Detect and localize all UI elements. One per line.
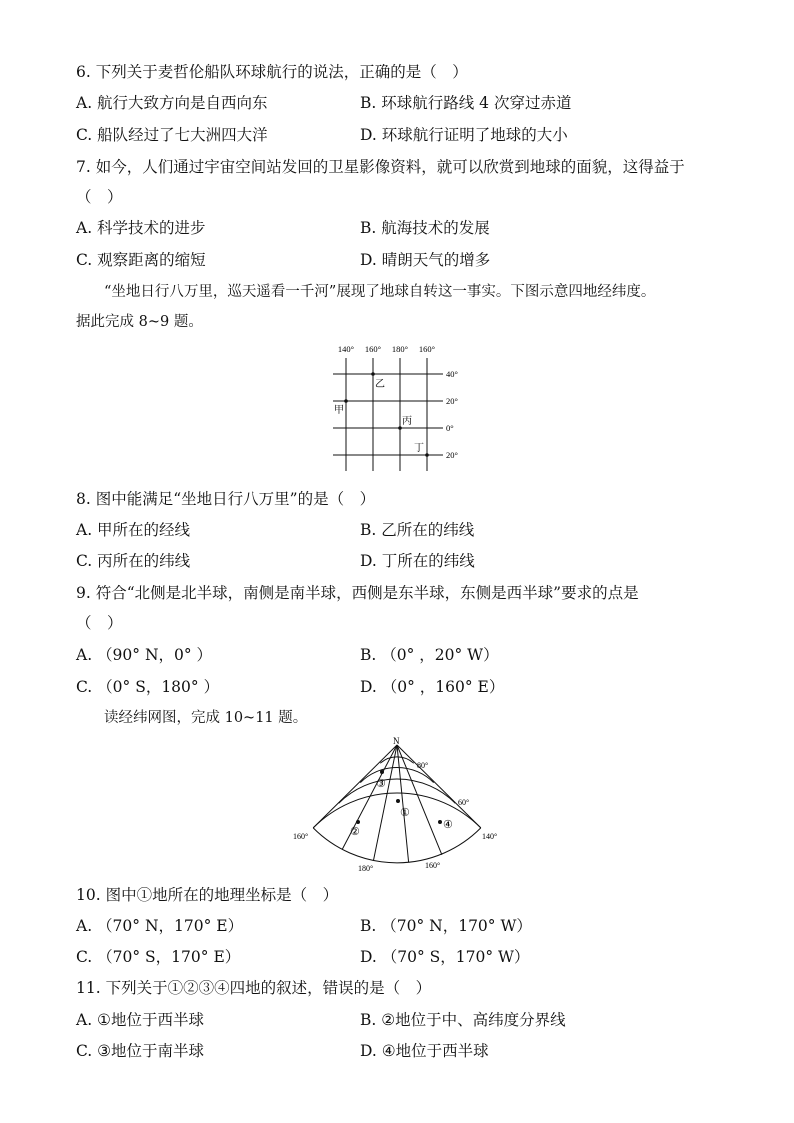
polar-lat-60-label: 60° (458, 798, 470, 807)
grid-point-ding-label: 丁 (414, 443, 424, 454)
polar-point-3-label: ③ (376, 778, 386, 790)
intro-10-11: 读经纬网图，完成 10~11 题。 (104, 710, 308, 726)
q9-option-b[interactable]: B. （0° ，20° W） (360, 646, 499, 664)
q8-option-b[interactable]: B. 乙所在的纬线 (360, 521, 475, 539)
grid-top-label-3: 180° (391, 344, 409, 354)
polar-lon-160-left-label: 160° (293, 832, 309, 841)
q6-stem: 6. 下列关于麦哲伦船队环球航行的说法，正确的是（ ） (76, 63, 468, 81)
grid-top-label-1: 140° (337, 344, 355, 354)
q9-option-d[interactable]: D. （0° ，160° E） (360, 678, 505, 696)
q7-option-b[interactable]: B. 航海技术的发展 (360, 219, 490, 237)
q11-stem: 11. 下列关于①②③④四地的叙述，错误的是（ ） (76, 979, 432, 997)
q9-stem-cont: （ ） (76, 614, 123, 632)
grid-point-yi (371, 372, 375, 376)
polar-lon-160-right-label: 160° (425, 861, 441, 870)
intro-8-9-line2: 据此完成 8~9 题。 (76, 314, 203, 330)
q8-stem: 8. 图中能满足“坐地日行八万里”的是（ ） (76, 490, 376, 508)
grid-right-label-3: 0° (446, 423, 454, 433)
q11-option-a[interactable]: A. ①地位于西半球 (76, 1011, 204, 1029)
grid-right-label-1: 40° (446, 369, 458, 379)
q10-option-c[interactable]: C. （70° S，170° E） (76, 948, 241, 966)
q10-option-a[interactable]: A. （70° N，170° E） (76, 917, 244, 935)
polar-pole-label: N (393, 736, 400, 746)
q10-stem: 10. 图中①地所在的地理坐标是（ ） (76, 886, 339, 904)
intro-8-9-line1: “坐地日行八万里，巡天遥看一千河”展现了地球自转这一事实。下图示意四地经纬度。 (104, 284, 656, 300)
polar-point-1-label: ① (400, 807, 410, 819)
grid-point-jia-label: 甲 (334, 405, 344, 416)
q7-option-d[interactable]: D. 晴朗天气的增多 (360, 251, 491, 269)
polar-lon-180-label: 180° (358, 864, 374, 873)
polar-point-1 (396, 799, 400, 803)
grid-top-label-2: 160° (364, 344, 382, 354)
polar-point-4 (438, 820, 442, 824)
grid-point-yi-label: 乙 (375, 379, 385, 390)
q8-option-d[interactable]: D. 丁所在的纬线 (360, 552, 475, 570)
polar-point-4-label: ④ (443, 819, 453, 831)
q7-stem: 7. 如今，人们通过宇宙空间站发回的卫星影像资料，就可以欣赏到地球的面貌，这得益于 (76, 158, 685, 176)
q8-option-c[interactable]: C. 丙所在的纬线 (76, 552, 191, 570)
q9-option-a[interactable]: A. （90° N，0° ） (76, 646, 213, 664)
polar-point-2-label: ② (350, 826, 360, 838)
q6-option-b[interactable]: B. 环球航行路线 4 次穿过赤道 (360, 94, 572, 112)
q10-option-b[interactable]: B. （70° N，170° W） (360, 917, 532, 935)
grid-right-label-2: 20° (446, 396, 458, 406)
q7-option-a[interactable]: A. 科学技术的进步 (76, 219, 206, 237)
lat-lon-grid-figure (325, 340, 475, 475)
q8-option-a[interactable]: A. 甲所在的经线 (76, 521, 191, 539)
q6-option-c[interactable]: C. 船队经过了七大洲四大洋 (76, 126, 268, 144)
grid-point-bing-label: 丙 (402, 416, 412, 427)
polar-grid-figure (290, 735, 505, 875)
q11-option-b[interactable]: B. ②地位于中、高纬度分界线 (360, 1011, 566, 1029)
polar-point-3 (380, 770, 384, 774)
q7-stem-cont: （ ） (76, 188, 123, 206)
grid-point-jia (344, 399, 348, 403)
polar-lon-140-label: 140° (482, 832, 498, 841)
polar-point-2 (356, 820, 360, 824)
grid-point-ding (425, 453, 429, 457)
q6-option-a[interactable]: A. 航行大致方向是自西向东 (76, 94, 268, 112)
q6-option-d[interactable]: D. 环球航行证明了地球的大小 (360, 126, 568, 144)
q7-option-c[interactable]: C. 观察距离的缩短 (76, 251, 206, 269)
q9-option-c[interactable]: C. （0° S，180° ） (76, 678, 220, 696)
polar-lat-80-label: 80° (417, 761, 429, 770)
q11-option-c[interactable]: C. ③地位于南半球 (76, 1042, 205, 1060)
grid-right-label-4: 20° (446, 450, 458, 460)
q9-stem: 9. 符合“北侧是北半球，南侧是南半球，西侧是东半球，东侧是西半球”要求的点是 (76, 584, 639, 602)
q11-option-d[interactable]: D. ④地位于西半球 (360, 1042, 489, 1060)
q10-option-d[interactable]: D. （70° S，170° W） (360, 948, 530, 966)
grid-top-label-4: 160° (418, 344, 436, 354)
